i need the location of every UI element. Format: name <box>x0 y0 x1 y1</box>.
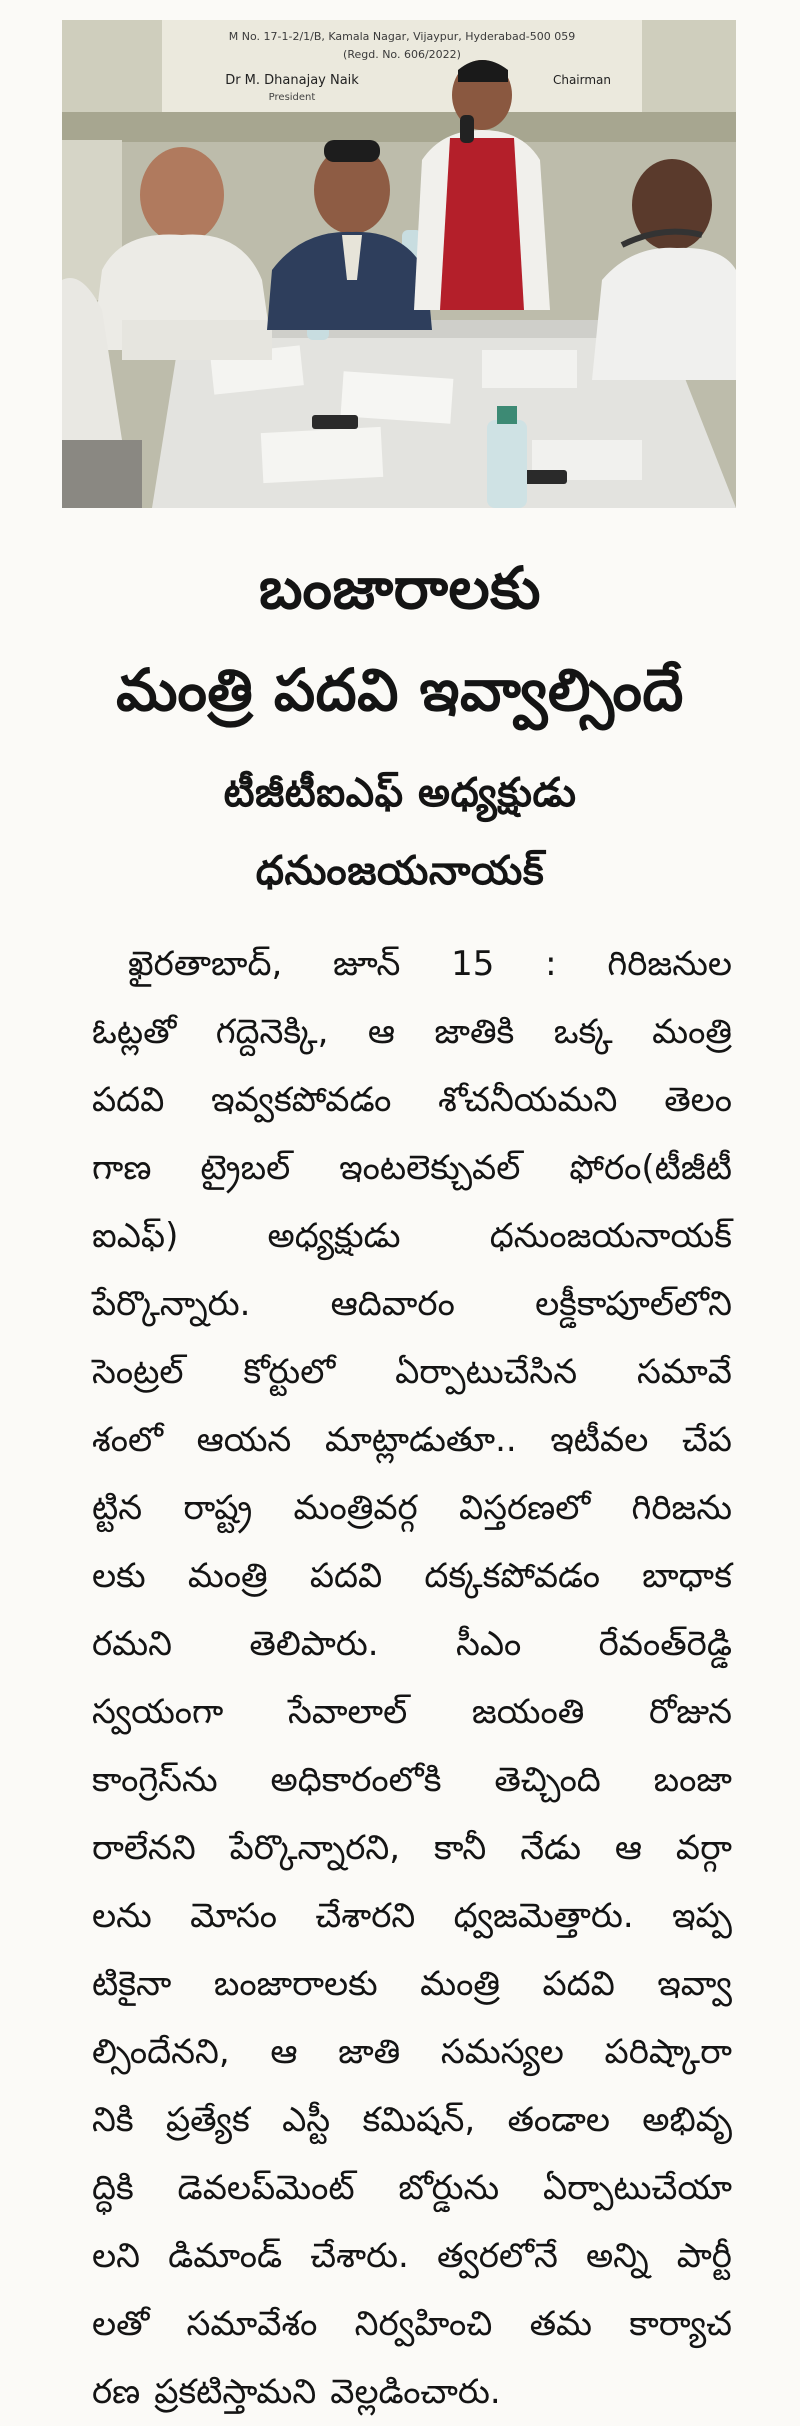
body-word: నిర్వహించి <box>354 2304 493 2344</box>
body-word: కమిషన్, <box>362 2100 476 2140</box>
body-word: జాతికి <box>434 1012 515 1052</box>
body-word: సమావేశం <box>186 2304 318 2344</box>
body-line <box>92 1338 732 1406</box>
body-word: పదవి <box>92 1080 165 1120</box>
body-word: గిరిజను <box>631 1488 732 1528</box>
banner-role: President <box>268 92 316 103</box>
body-line <box>92 1134 732 1202</box>
body-word: ద్ధికి <box>92 2168 134 2208</box>
body-word: ఒక్క <box>553 1012 613 1052</box>
headline-line-2: మంత్రి పదవి ఇవ్వాల్సిందే <box>116 656 684 724</box>
body-word: టికైనా <box>92 1964 172 2004</box>
banner-name: Dr M. Dhanajay Naik <box>225 73 359 88</box>
headline-line-1: బంజారాలకు <box>259 554 541 622</box>
body-word: బోర్డును <box>398 2168 500 2208</box>
body-word: స్వయంగా <box>92 1692 224 1732</box>
body-line <box>92 1066 732 1134</box>
body-word: అన్ని <box>585 2236 649 2276</box>
subheadline-line-2: ధనుంజయనాయక్ <box>255 848 545 894</box>
body-word: ప్రత్యేక <box>165 2100 250 2140</box>
body-word: ఎస్టీ <box>282 2100 331 2140</box>
body-word: మంత్రి <box>187 1556 268 1596</box>
body-word: సమస్యల <box>440 2032 564 2072</box>
body-word: వర్గా <box>675 1828 732 1868</box>
body-word: పదవి <box>542 1964 615 2004</box>
body-word: మంత్రి <box>652 1012 732 1052</box>
body-word: ఇంటలెక్చువల్ <box>339 1148 521 1188</box>
body-line <box>92 1610 732 1678</box>
body-word: రోజున <box>648 1692 732 1732</box>
body-word: చేప <box>681 1420 732 1460</box>
body-word: ఆ <box>614 1828 643 1868</box>
body-word: ఏర్పాటుచేసిన <box>395 1352 578 1392</box>
body-word: ఇవ్వకపోవడం <box>211 1080 392 1120</box>
body-word: రేవంత్‌రెడ్డి <box>598 1624 732 1664</box>
body-word: ఆ <box>367 1012 395 1052</box>
body-word: ఏర్పాటుచేయా <box>542 2168 732 2208</box>
body-word: బంజారాలకు <box>213 1964 378 2004</box>
body-word: తెలిపారు. <box>249 1624 379 1664</box>
body-word: ఆ <box>270 2032 298 2072</box>
body-line <box>92 1406 732 1474</box>
body-word: వెల్లడించారు. <box>330 2372 501 2412</box>
body-word: రమని <box>92 1624 173 1664</box>
body-word: చేశారు. <box>310 2236 409 2276</box>
body-word: బాధాక <box>642 1556 732 1596</box>
body-word: ట్టిన <box>92 1488 143 1528</box>
body-line <box>92 2290 732 2358</box>
body-word: ఇటీవల <box>550 1420 649 1460</box>
body-word: రాష్ట్ర <box>183 1488 253 1528</box>
body-word: పదవి <box>309 1556 383 1596</box>
body-line <box>92 998 732 1066</box>
body-word: కాంగ్రెస్‌ను <box>92 1760 218 1800</box>
body-word: ఐఎఫ్) <box>92 1216 179 1256</box>
body-word: ఇవ్వా <box>657 1964 732 2004</box>
body-word: విస్తరణలో <box>458 1488 591 1528</box>
body-word: దక్కకపోవడం <box>424 1556 600 1596</box>
body-word: అధికారంలోకి <box>270 1760 442 1800</box>
body-word: అభివృ <box>642 2100 732 2140</box>
body-word: జూన్ <box>333 944 401 984</box>
body-word: మోసం <box>190 1896 278 1936</box>
body-word: పేర్కొన్నారు. <box>92 1284 251 1324</box>
news-photo <box>62 20 736 508</box>
body-word: తెచ్చింది <box>494 1760 601 1800</box>
body-word: కోర్టులో <box>243 1352 336 1392</box>
body-word: ఫోరం(టీజీటీ <box>569 1148 732 1188</box>
body-line <box>92 1746 732 1814</box>
body-word: సమావే <box>637 1352 732 1392</box>
body-word: కానీ <box>434 1828 487 1868</box>
body-word: సీఎం <box>455 1624 522 1664</box>
body-word: సేవాలాల్ <box>288 1692 408 1732</box>
body-line <box>92 2086 732 2154</box>
body-word: : <box>545 944 557 984</box>
body-word: బంజా <box>653 1760 732 1800</box>
body-word: ల్సిందేనని, <box>92 2032 230 2072</box>
body-word: మంత్రివర్గ <box>293 1488 418 1528</box>
body-word: మాట్లాడుతూ.. <box>324 1420 517 1460</box>
body-word: లతో <box>92 2304 150 2344</box>
meeting-photo-illustration <box>62 20 736 508</box>
body-line <box>92 2222 732 2290</box>
body-word: తెలం <box>664 1080 732 1120</box>
body-word: డెవలప్‌మెంట్ <box>177 2168 355 2208</box>
body-word: పరిష్కారా <box>604 2032 732 2072</box>
body-line <box>92 1202 732 1270</box>
body-line <box>92 1542 732 1610</box>
body-word: మంత్రి <box>420 1964 500 2004</box>
body-word: ఖైరతాబాద్, <box>128 944 283 984</box>
body-word: ధనుంజయనాయక్ <box>489 1216 732 1256</box>
body-word: కార్యాచ <box>629 2304 732 2344</box>
body-word: తమ <box>529 2304 592 2344</box>
body-line <box>92 1678 732 1746</box>
body-word: లను <box>92 1896 152 1936</box>
body-line <box>92 930 732 998</box>
body-word: రణ <box>92 2372 141 2412</box>
body-line <box>92 1950 732 2018</box>
body-line <box>92 2358 732 2426</box>
body-word: ఆయన <box>196 1420 292 1460</box>
body-word: ప్రకటిస్తామని <box>154 2372 317 2412</box>
body-word: ట్రైబల్ <box>200 1148 291 1188</box>
body-word: గాణ <box>92 1148 152 1188</box>
body-word: సెంట్రల్ <box>92 1352 184 1392</box>
body-word: రాలేనని <box>92 1828 196 1868</box>
body-word: నికి <box>92 2100 134 2140</box>
body-line <box>92 2018 732 2086</box>
body-word: చేశారని <box>315 1896 416 1936</box>
subheadline-line-1: టీజీటీఐఎఫ్ అధ్యక్షుడు <box>223 770 577 816</box>
banner-role-right: Chairman <box>552 73 612 87</box>
body-word: త్వరలోనే <box>436 2236 558 2276</box>
body-word: జాతి <box>338 2032 401 2072</box>
body-word: తండాల <box>507 2100 610 2140</box>
body-word: పేర్కొన్నారని, <box>229 1828 401 1868</box>
body-line <box>92 1270 732 1338</box>
banner-address: M No. 17-1-2/1/B, Kamala Nagar, Vijaypur, Hyderabad-500 059 <box>228 30 576 43</box>
banner-regd: (Regd. No. 606/2022) <box>343 48 461 61</box>
body-word: డిమాండ్ <box>168 2236 283 2276</box>
body-word: లకు <box>92 1556 146 1596</box>
body-word: గిరిజనుల <box>607 944 732 984</box>
body-word: పార్టీ <box>676 2236 732 2276</box>
body-word: జయంతి <box>471 1692 585 1732</box>
body-word: శోచనీయమని <box>438 1080 618 1120</box>
body-word: ఆదివారం <box>330 1284 455 1324</box>
body-line <box>92 1474 732 1542</box>
body-word: అధ్యక్షుడు <box>267 1216 401 1256</box>
body-line <box>92 2154 732 2222</box>
body-word: ధ్వజమెత్తారు. <box>453 1896 634 1936</box>
body-line <box>92 1814 732 1882</box>
body-word: నేడు <box>520 1828 581 1868</box>
body-word: గద్దెనెక్కి, <box>215 1012 329 1052</box>
body-line <box>92 1882 732 1950</box>
body-word: 15 <box>451 944 495 984</box>
body-word: లని <box>92 2236 140 2276</box>
body-word: శంలో <box>92 1420 163 1460</box>
article-body <box>92 930 732 2426</box>
body-word: ఓట్లతో <box>92 1012 177 1052</box>
body-word: ఇప్ప <box>672 1896 732 1936</box>
body-word: లక్డీకాపూల్‌లోని <box>535 1284 732 1324</box>
